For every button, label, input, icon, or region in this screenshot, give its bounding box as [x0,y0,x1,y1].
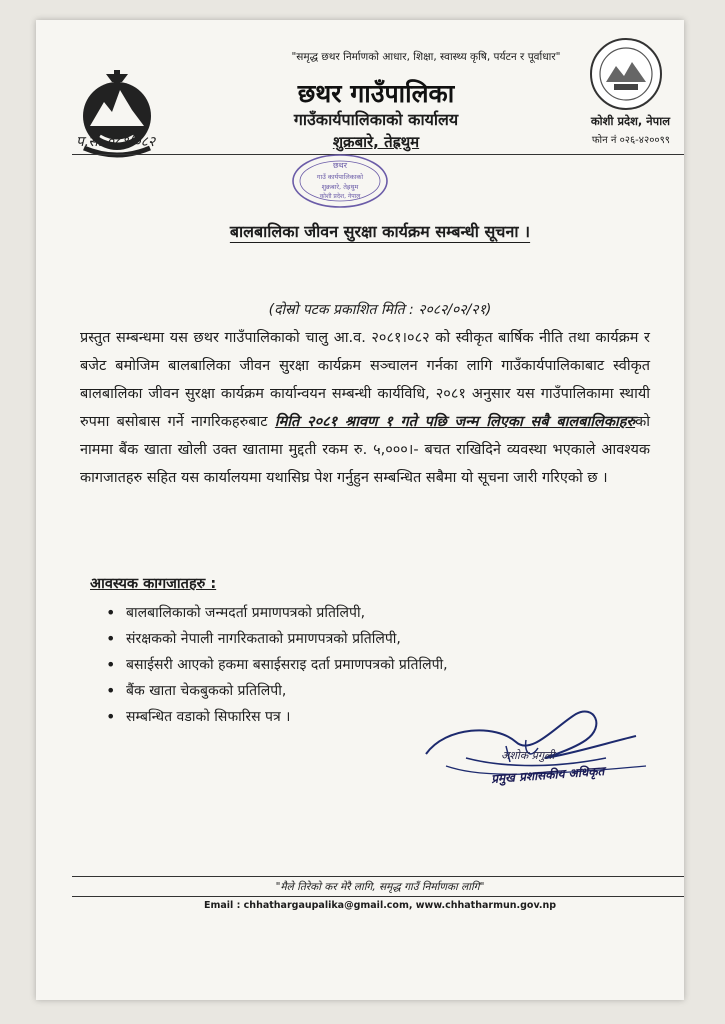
municipality-seal-icon [588,36,664,112]
office-location: शुक्रबारे, तेह्रथुम [332,133,420,151]
list-item: • बैंक खाता चेकबुकको प्रतिलिपी, [96,678,616,704]
list-item: • बसाईसरी आएको हकमा बसाईसराइ दर्ता प्रमाणपत्रको प्रतिलिपी, [96,652,616,678]
notice-body [80,324,650,492]
signatory-title: प्रमुख प्रशासकीय अधिकृत [490,764,605,786]
province-text: कोशी प्रदेश, नेपाल [590,114,670,128]
phone-number: फोन नं ०२६-४२००९९ [591,135,670,146]
required-documents-heading: आवस्यक कागजातहरु : [90,576,217,592]
publish-date: (दोस्रो पटक प्रकाशित मिति : २०८२/०२/२१) [268,302,492,318]
body-text-start: प्रस्तुत सम्बन्धमा यस छथर गाउँपालिकाको चालु आ.व. २०८१।०८२ को स्वीकृत बार्षिक नीति तथा कार्यक्रम र बजेट बमोजिम बालबालिका जीवन सुरक्षा कार्यक्रम सञ्चालन गर्नका लागि गाउँकार्यपालिकाबाट स्वीकृत बालबालिका जीवन सुरक्षा कार्यक्रम कार्यान्वयन सम्बन्धी कार्यविधि, २०८१ अनुसार यस गाउँपालिकामा स्थायी रुपमा बसोबास गर्ने नागरिकहरुबाट [80,330,650,430]
office-name: गाउँकार्यपालिकाको कार्यालय [293,110,459,129]
stamp-line: कोशी प्रदेश, नेपाल [319,193,361,200]
stamp-line: छथर [333,161,347,170]
notice-sheet [36,20,684,1000]
organization-name: छथर गाउँपालिका [297,79,455,108]
body-text-end: को नाममा बैंक खाता खोली उक्त खातामा मुद्दती रकम रु. ५,०००।- बचत राखिदिने व्यवस्था भएकाले आवश्यक कागजातहरु सहित यस कार्यालयमा यथासिघ्र पेश गर्नुहुन सम्बन्धित सबैमा यो सूचना जारी गरिएको छ । [80,414,650,486]
reference-number: प.सं. ०८१/०८२ [76,134,156,150]
notice-title: बालबालिका जीवन सुरक्षा कार्यक्रम सम्बन्धी सूचना । [229,222,531,241]
body-highlight: मिति २०८१ श्रावण १ गते पछि जन्म लिएका सबै बालबालिकाहरु [274,414,636,430]
header-motto: "समृद्ध छथर निर्माणको आधार, शिक्षा, स्वास्थ्य कृषि, पर्यटन र पूर्वाधार" [291,51,561,63]
stamp-line: शुक्रबारे, तेह्रथुम [321,183,359,191]
footer-motto: "मैले तिरेको कर मेरै लागि, समृद्ध गाउँ निर्माणका लागि" [275,881,485,893]
list-item: • संरक्षकको नेपाली नागरिकताको प्रमाणपत्रको प्रतिलिपी, [96,626,616,652]
footer-divider-top [72,876,684,877]
list-item: • सम्बन्धित वडाको सिफारिस पत्र । [96,704,616,730]
stamp-line: गाउँ कार्यपालिकाको [316,173,364,181]
footer-divider-bottom [72,896,684,897]
contact-email: Email : chhathargaupalika@gmail.com, www.chhatharmun.gov.np [203,900,557,911]
office-stamp [290,152,390,210]
signatory-name: अशोक प्रगुली [501,749,555,762]
list-item: • बालबालिकाको जन्मदर्ता प्रमाणपत्रको प्रतिलिपी, [96,600,616,626]
